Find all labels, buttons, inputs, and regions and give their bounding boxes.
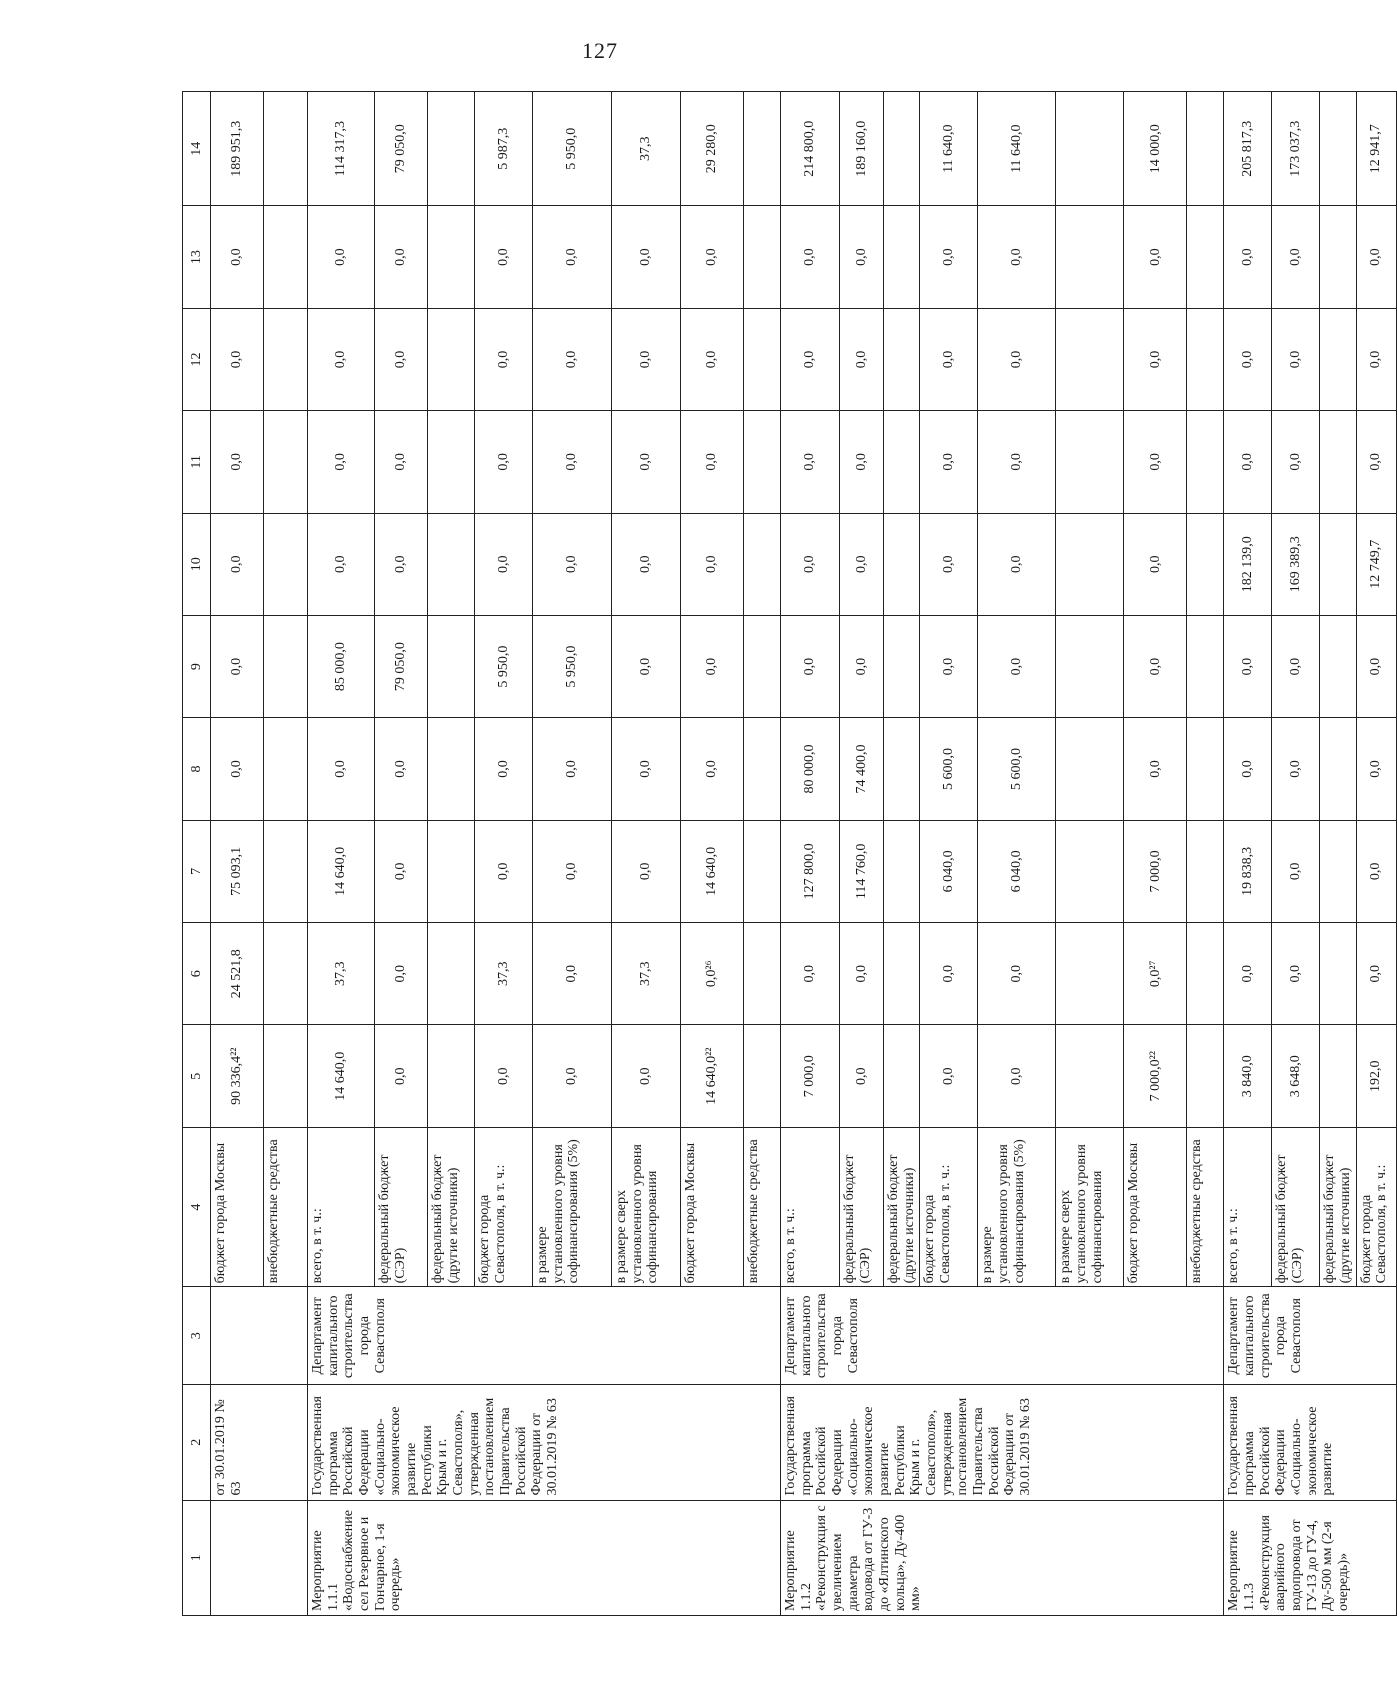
program-cell: Государственная программа Российской Федерации «Социально-экономическое развитие (1224, 1385, 1396, 1500)
amount-cell: 0,0 (840, 1025, 884, 1127)
amount-cell: 0,0 (1124, 718, 1187, 820)
funding-source-cell: федеральный бюджет (СЭР) (375, 1127, 428, 1287)
amount-cell: 0,0 (308, 411, 375, 513)
amount-cell (264, 923, 308, 1025)
column-number-header: 9 (183, 615, 211, 717)
carryover-row (211, 92, 264, 1616)
amount-cell: 85 000,0 (308, 615, 375, 717)
amount-cell (744, 820, 781, 922)
amount-cell: 0,0 (533, 718, 612, 820)
amount-cell: 0,0 (533, 1025, 612, 1127)
amount-cell: 0,0 (1356, 308, 1396, 410)
amount-cell (1320, 206, 1356, 308)
amount-cell: 79 050,0 (375, 92, 428, 206)
amount-cell (884, 411, 920, 513)
funding-source-cell: в размере сверх установленного уровня софинансирования (1056, 1127, 1124, 1287)
amount-cell: 12 749,7 (1356, 513, 1396, 615)
amount-cell: 0,0 (781, 615, 840, 717)
amount-cell (428, 308, 475, 410)
amount-cell (264, 1025, 308, 1127)
amount-cell: 0,0 (1124, 308, 1187, 410)
amount-cell: 0,0 (1224, 308, 1272, 410)
amount-cell: 0,0 (1224, 615, 1272, 717)
amount-cell (1320, 411, 1356, 513)
funding-source-cell: федеральный бюджет (СЭР) (840, 1127, 884, 1287)
carryover-measure-cell (211, 1500, 308, 1615)
amount-cell (744, 1025, 781, 1127)
amount-cell: 0,0 (1224, 923, 1272, 1025)
amount-cell: 0,0 (533, 411, 612, 513)
amount-cell (264, 308, 308, 410)
funding-row (1224, 92, 1272, 1616)
amount-cell (1187, 1025, 1224, 1127)
amount-cell: 0,0 (475, 820, 533, 922)
amount-cell: 0,0 (211, 206, 264, 308)
amount-cell (1320, 615, 1356, 717)
amount-cell (1187, 92, 1224, 206)
amount-cell: 0,0 (781, 923, 840, 1025)
amount-cell (744, 718, 781, 820)
amount-cell (1056, 615, 1124, 717)
funding-source-cell: бюджет города Севастополя, в т. ч.: (1356, 1127, 1396, 1287)
amount-cell: 24 521,8 (211, 923, 264, 1025)
amount-cell (884, 1025, 920, 1127)
funding-source-cell: в размере установленного уровня софинансирования (5%) (978, 1127, 1056, 1287)
amount-cell: 0,0 (1356, 820, 1396, 922)
amount-cell: 7 000,0 (1124, 820, 1187, 922)
amount-cell (1187, 513, 1224, 615)
amount-cell: 127 800,0 (781, 820, 840, 922)
amount-cell: 0,0 (612, 718, 681, 820)
amount-cell: 79 050,0 (375, 615, 428, 717)
amount-cell (1320, 513, 1356, 615)
amount-cell: 14 640,0 (681, 820, 744, 922)
amount-cell (1187, 923, 1224, 1025)
amount-cell: 0,0 (1272, 206, 1320, 308)
amount-cell: 0,0 (1272, 411, 1320, 513)
amount-cell: 3 840,0 (1224, 1025, 1272, 1127)
funding-source-cell: федеральный бюджет (СЭР) (1272, 1127, 1320, 1287)
amount-cell: 0,0 (308, 718, 375, 820)
amount-cell: 75 093,1 (211, 820, 264, 922)
amount-cell: 0,0 (1124, 206, 1187, 308)
amount-cell: 6 040,0 (978, 820, 1056, 922)
amount-cell: 14 640,0²² (681, 1025, 744, 1127)
amount-cell: 0,0 (781, 411, 840, 513)
funding-source-cell: всего, в т. ч.: (781, 1127, 840, 1287)
funding-source-cell: федеральный бюджет (другие источники) (1320, 1127, 1356, 1287)
executor-cell: Департамент капитального строительства города Севастополя (308, 1287, 781, 1385)
amount-cell: 80 000,0 (781, 718, 840, 820)
amount-cell: 0,0 (375, 923, 428, 1025)
amount-cell (1056, 820, 1124, 922)
amount-cell (1320, 92, 1356, 206)
amount-cell (264, 206, 308, 308)
amount-cell: 189 160,0 (840, 92, 884, 206)
amount-cell: 0,0 (840, 308, 884, 410)
amount-cell: 214 800,0 (781, 92, 840, 206)
amount-cell: 14 640,0 (308, 1025, 375, 1127)
amount-cell: 0,0 (681, 206, 744, 308)
amount-cell: 0,0 (840, 411, 884, 513)
funding-row (781, 92, 840, 1616)
executor-cell: Департамент капитального строительства города Севастополя (1224, 1287, 1396, 1385)
amount-cell: 0,0 (840, 923, 884, 1025)
rotated-budget-table-wrapper (182, 91, 1390, 1616)
amount-cell: 14 000,0 (1124, 92, 1187, 206)
amount-cell (1056, 718, 1124, 820)
amount-cell (428, 513, 475, 615)
funding-source-cell: в размере установленного уровня софинансирования (5%) (533, 1127, 612, 1287)
column-number-header: 6 (183, 923, 211, 1025)
amount-cell: 205 817,3 (1224, 92, 1272, 206)
measure-title-cell: Мероприятие 1.1.1 «Водоснабжение сел Резервное и Гончарное, 1-я очередь» (308, 1500, 781, 1615)
amount-cell: 0,0 (375, 411, 428, 513)
amount-cell: 0,0 (612, 1025, 681, 1127)
amount-cell (884, 615, 920, 717)
funding-source-cell: бюджет города Севастополя, в т. ч.: (475, 1127, 533, 1287)
carryover-program-cell: от 30.01.2019 № 63 (211, 1385, 308, 1500)
amount-cell: 14 640,0 (308, 820, 375, 922)
amount-cell: 0,0 (533, 308, 612, 410)
amount-cell: 5 950,0 (533, 615, 612, 717)
amount-cell: 5 987,3 (475, 92, 533, 206)
amount-cell: 0,0 (840, 513, 884, 615)
amount-cell: 0,0 (475, 411, 533, 513)
amount-cell (1187, 820, 1224, 922)
amount-cell: 0,0 (1224, 718, 1272, 820)
amount-cell: 0,0 (1124, 615, 1187, 717)
executor-cell: Департамент капитального строительства города Севастополя (781, 1287, 1224, 1385)
amount-cell: 0,0 (475, 1025, 533, 1127)
amount-cell: 0,0²⁶ (681, 923, 744, 1025)
amount-cell (744, 308, 781, 410)
amount-cell: 114 760,0 (840, 820, 884, 922)
amount-cell: 0,0 (1356, 718, 1396, 820)
amount-cell: 0,0 (375, 206, 428, 308)
amount-cell: 189 951,3 (211, 92, 264, 206)
column-number-header: 8 (183, 718, 211, 820)
funding-source-cell: бюджет города Москвы (1124, 1127, 1187, 1287)
amount-cell: 90 336,4²² (211, 1025, 264, 1127)
amount-cell: 0,0 (533, 513, 612, 615)
amount-cell (884, 92, 920, 206)
amount-cell (428, 718, 475, 820)
amount-cell: 0,0 (1272, 718, 1320, 820)
amount-cell: 37,3 (308, 923, 375, 1025)
amount-cell: 0,0 (1272, 615, 1320, 717)
amount-cell: 0,0 (978, 308, 1056, 410)
amount-cell: 5 950,0 (533, 92, 612, 206)
amount-cell: 0,0²⁷ (1124, 923, 1187, 1025)
funding-row (308, 92, 375, 1616)
measure-title-cell: Мероприятие 1.1.2 «Реконструкция с увеличением диаметра водовода от ГУ-3 до «Ялтинского кольца», Ду-400 мм» (781, 1500, 1224, 1615)
amount-cell (744, 923, 781, 1025)
amount-cell (884, 308, 920, 410)
budget-table (182, 91, 1397, 1616)
amount-cell (1320, 820, 1356, 922)
amount-cell: 0,0 (978, 923, 1056, 1025)
amount-cell (264, 513, 308, 615)
column-number-header: 14 (183, 92, 211, 206)
amount-cell: 0,0 (978, 513, 1056, 615)
column-number-header: 12 (183, 308, 211, 410)
amount-cell (264, 411, 308, 513)
column-number-header: 1 (183, 1500, 211, 1615)
amount-cell: 0,0 (978, 411, 1056, 513)
amount-cell: 0,0 (781, 513, 840, 615)
amount-cell: 0,0 (920, 308, 978, 410)
amount-cell (1320, 1025, 1356, 1127)
amount-cell: 0,0 (612, 411, 681, 513)
amount-cell: 0,0 (211, 513, 264, 615)
amount-cell: 0,0 (612, 308, 681, 410)
amount-cell: 114 317,3 (308, 92, 375, 206)
amount-cell (1320, 923, 1356, 1025)
amount-cell: 0,0 (1356, 923, 1396, 1025)
amount-cell: 0,0 (533, 820, 612, 922)
amount-cell: 0,0 (920, 206, 978, 308)
amount-cell: 7 000,0 (781, 1025, 840, 1127)
amount-cell (1056, 206, 1124, 308)
amount-cell (1056, 308, 1124, 410)
funding-source-cell: внебюджетные средства (1187, 1127, 1224, 1287)
amount-cell (264, 820, 308, 922)
funding-source-cell: внебюджетные средства (744, 1127, 781, 1287)
amount-cell: 0,0 (1356, 411, 1396, 513)
funding-source-cell: бюджет города Москвы (681, 1127, 744, 1287)
amount-cell: 0,0 (920, 411, 978, 513)
amount-cell: 11 640,0 (920, 92, 978, 206)
header-row (183, 92, 211, 1616)
amount-cell: 0,0 (1124, 411, 1187, 513)
amount-cell: 74 400,0 (840, 718, 884, 820)
amount-cell (1320, 718, 1356, 820)
amount-cell: 11 640,0 (978, 92, 1056, 206)
amount-cell: 0,0 (681, 308, 744, 410)
amount-cell: 0,0 (681, 615, 744, 717)
amount-cell (884, 820, 920, 922)
amount-cell: 0,0 (308, 206, 375, 308)
amount-cell (1056, 1025, 1124, 1127)
amount-cell: 5 600,0 (920, 718, 978, 820)
amount-cell: 0,0 (978, 615, 1056, 717)
program-cell: Государственная программа Российской Федерации «Социально-экономическое развитие Республики Крым и г. Севастополя», утвержденная постановлением Правительства Российской Федерации от 30.01.2019 № 63 (308, 1385, 781, 1500)
amount-cell (1056, 513, 1124, 615)
amount-cell (1187, 718, 1224, 820)
amount-cell: 0,0 (533, 206, 612, 308)
amount-cell: 0,0 (211, 615, 264, 717)
amount-cell (264, 718, 308, 820)
funding-source-cell: федеральный бюджет (другие источники) (428, 1127, 475, 1287)
funding-source-cell: в размере сверх установленного уровня софинансирования (612, 1127, 681, 1287)
amount-cell: 29 280,0 (681, 92, 744, 206)
funding-source-cell: бюджет города Севастополя, в т. ч.: (920, 1127, 978, 1287)
amount-cell: 0,0 (308, 308, 375, 410)
amount-cell: 0,0 (920, 513, 978, 615)
amount-cell (428, 923, 475, 1025)
amount-cell (1056, 411, 1124, 513)
amount-cell: 169 389,3 (1272, 513, 1320, 615)
amount-cell: 0,0 (475, 206, 533, 308)
amount-cell: 0,0 (1356, 206, 1396, 308)
amount-cell: 0,0 (840, 206, 884, 308)
amount-cell: 0,0 (375, 718, 428, 820)
amount-cell: 0,0 (920, 1025, 978, 1127)
amount-cell (1187, 206, 1224, 308)
column-number-header: 5 (183, 1025, 211, 1127)
amount-cell (264, 615, 308, 717)
amount-cell (884, 206, 920, 308)
amount-cell: 0,0 (1272, 308, 1320, 410)
amount-cell: 0,0 (920, 615, 978, 717)
amount-cell: 0,0 (612, 615, 681, 717)
amount-cell: 0,0 (375, 513, 428, 615)
amount-cell: 0,0 (1272, 820, 1320, 922)
funding-source-cell: федеральный бюджет (другие источники) (884, 1127, 920, 1287)
amount-cell: 0,0 (920, 923, 978, 1025)
column-number-header: 11 (183, 411, 211, 513)
amount-cell: 0,0 (375, 308, 428, 410)
amount-cell: 0,0 (978, 206, 1056, 308)
amount-cell (1187, 308, 1224, 410)
amount-cell: 0,0 (612, 513, 681, 615)
amount-cell (744, 411, 781, 513)
amount-cell (744, 92, 781, 206)
carryover-executor-cell (211, 1287, 308, 1385)
amount-cell (1056, 92, 1124, 206)
program-cell: Государственная программа Российской Федерации «Социально-экономическое развитие Республики Крым и г. Севастополя», утвержденная постановлением Правительства Российской Федерации от 30.01.2019 № 63 (781, 1385, 1224, 1500)
amount-cell (428, 1025, 475, 1127)
amount-cell: 182 139,0 (1224, 513, 1272, 615)
amount-cell: 0,0 (375, 1025, 428, 1127)
amount-cell: 7 000,0²² (1124, 1025, 1187, 1127)
page-number: 127 (582, 38, 618, 63)
funding-source-cell: всего, в т. ч.: (308, 1127, 375, 1287)
amount-cell: 0,0 (211, 718, 264, 820)
funding-source-cell: бюджет города Москвы (211, 1127, 264, 1287)
amount-cell: 0,0 (1272, 923, 1320, 1025)
amount-cell: 0,0 (612, 820, 681, 922)
amount-cell: 0,0 (375, 820, 428, 922)
amount-cell: 0,0 (1224, 411, 1272, 513)
amount-cell (264, 92, 308, 206)
amount-cell (744, 513, 781, 615)
amount-cell: 192,0 (1356, 1025, 1396, 1127)
column-number-header: 10 (183, 513, 211, 615)
amount-cell: 19 838,3 (1224, 820, 1272, 922)
amount-cell: 5 600,0 (978, 718, 1056, 820)
amount-cell: 0,0 (533, 923, 612, 1025)
amount-cell (428, 615, 475, 717)
amount-cell: 0,0 (1124, 513, 1187, 615)
amount-cell (884, 718, 920, 820)
amount-cell: 37,3 (612, 923, 681, 1025)
amount-cell: 0,0 (781, 206, 840, 308)
column-number-header: 3 (183, 1287, 211, 1385)
amount-cell: 0,0 (681, 513, 744, 615)
amount-cell (1187, 411, 1224, 513)
funding-source-cell: внебюджетные средства (264, 1127, 308, 1287)
amount-cell (428, 820, 475, 922)
column-number-header: 2 (183, 1385, 211, 1500)
amount-cell: 0,0 (475, 513, 533, 615)
amount-cell: 0,0 (978, 1025, 1056, 1127)
amount-cell (884, 513, 920, 615)
amount-cell (428, 411, 475, 513)
amount-cell (428, 206, 475, 308)
measure-title-cell: Мероприятие 1.1.3 «Реконструкция аварийного водопровода от ГУ-13 до ГУ-4, Ду-500 мм (2-я очередь)» (1224, 1500, 1396, 1615)
amount-cell: 173 037,3 (1272, 92, 1320, 206)
amount-cell: 0,0 (211, 308, 264, 410)
column-number-header: 13 (183, 206, 211, 308)
column-number-header: 4 (183, 1127, 211, 1287)
amount-cell: 0,0 (781, 308, 840, 410)
amount-cell: 0,0 (681, 411, 744, 513)
amount-cell (1320, 308, 1356, 410)
amount-cell: 12 941,7 (1356, 92, 1396, 206)
amount-cell (744, 206, 781, 308)
amount-cell: 3 648,0 (1272, 1025, 1320, 1127)
amount-cell: 37,3 (612, 92, 681, 206)
amount-cell: 0,0 (1224, 206, 1272, 308)
amount-cell (428, 92, 475, 206)
amount-cell: 0,0 (612, 206, 681, 308)
amount-cell (1056, 923, 1124, 1025)
column-number-header: 7 (183, 820, 211, 922)
amount-cell: 0,0 (1356, 615, 1396, 717)
amount-cell: 0,0 (681, 718, 744, 820)
amount-cell (884, 923, 920, 1025)
funding-source-cell: всего, в т. ч.: (1224, 1127, 1272, 1287)
amount-cell: 0,0 (308, 513, 375, 615)
amount-cell: 6 040,0 (920, 820, 978, 922)
amount-cell: 0,0 (840, 615, 884, 717)
amount-cell: 0,0 (475, 308, 533, 410)
amount-cell: 37,3 (475, 923, 533, 1025)
amount-cell: 0,0 (211, 411, 264, 513)
amount-cell (744, 615, 781, 717)
amount-cell (1187, 615, 1224, 717)
amount-cell: 5 950,0 (475, 615, 533, 717)
amount-cell: 0,0 (475, 718, 533, 820)
